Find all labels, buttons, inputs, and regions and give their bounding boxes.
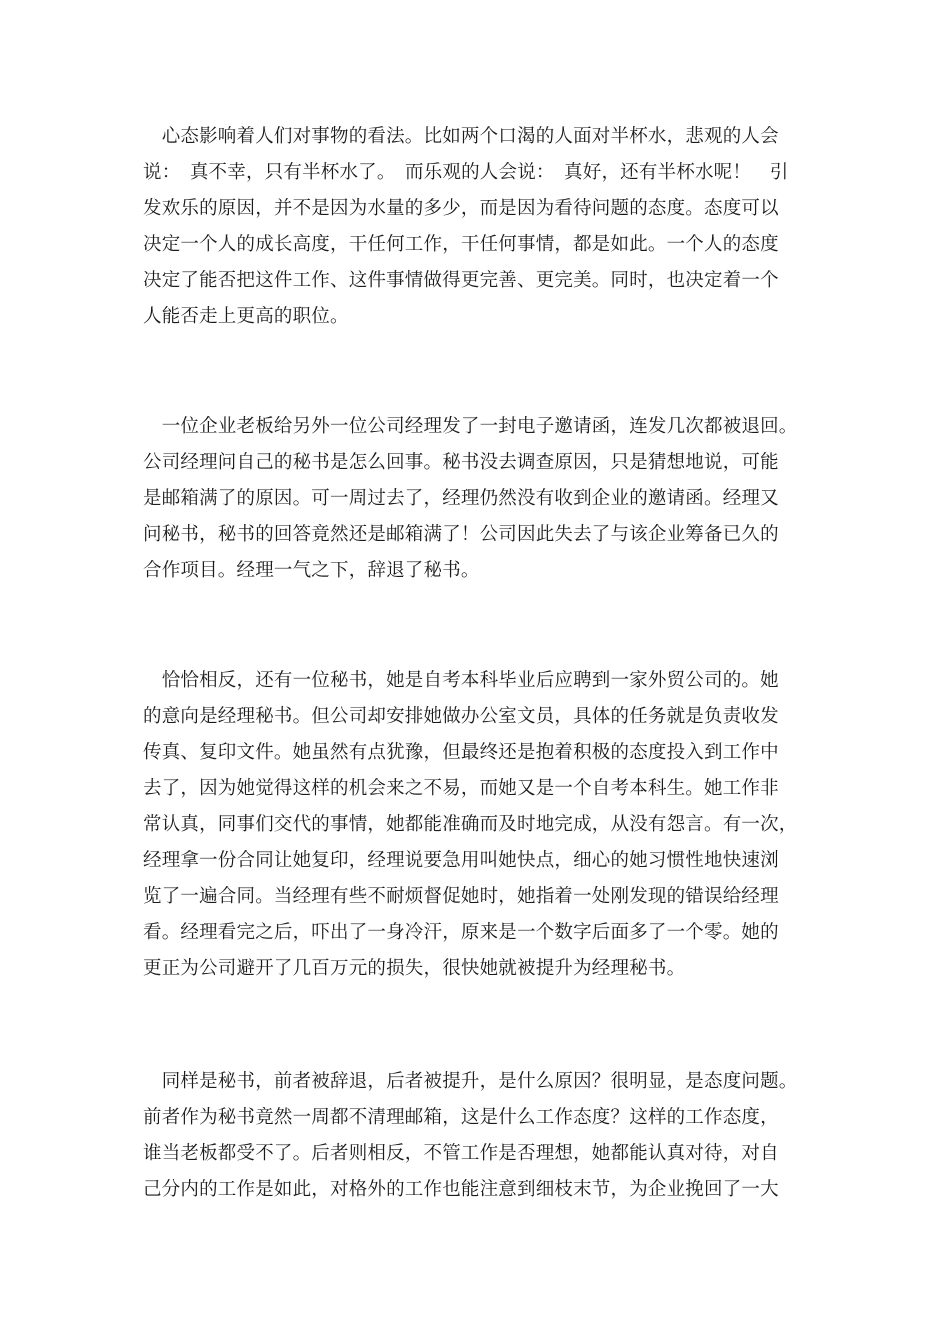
- paragraph-line: 去了，因为她觉得这样的机会来之不易，而她又是一个自考本科生。她工作非: [143, 778, 779, 799]
- paragraph-line: 合作项目。经理一气之下，辞退了秘书。: [143, 560, 480, 581]
- paragraph-attitude-intro: [143, 119, 823, 335]
- paragraph-line: 问秘书，秘书的回答竟然还是邮箱满了！公司因此失去了与该企业筹备已久的: [143, 524, 779, 545]
- paragraph-line: 的意向是经理秘书。但公司却安排她做办公室文员，具体的任务就是负责收发: [143, 706, 779, 727]
- paragraph-line: 前者作为秘书竟然一周都不清理邮箱，这是什么工作态度？这样的工作态度，: [143, 1107, 779, 1128]
- paragraph-line: 同样是秘书，前者被辞退，后者被提升，是什么原因？很明显，是态度问题。: [143, 1071, 798, 1092]
- paragraph-comparison: [143, 1064, 823, 1208]
- paragraph-line: 常认真，同事们交代的事情，她都能准确而及时地完成，从没有怨言。有一次，: [143, 814, 798, 835]
- paragraph-line: 更正为公司避开了几百万元的损失，很快她就被提升为经理秘书。: [143, 958, 686, 979]
- paragraph-line: 说： 真不幸，只有半杯水了。 而乐观的人会说： 真好，还有半杯水呢！ 引: [143, 162, 789, 183]
- paragraph-line: 览了一遍合同。当经理有些不耐烦督促她时，她指着一处刚发现的错误给经理: [143, 886, 779, 907]
- paragraph-second-secretary: [143, 663, 823, 987]
- paragraph-line: 是邮箱满了的原因。可一周过去了，经理仍然没有收到企业的邀请函。经理又: [143, 488, 779, 509]
- paragraph-line: 传真、复印文件。她虽然有点犹豫，但最终还是抱着积极的态度投入到工作中: [143, 742, 779, 763]
- paragraph-line: 谁当老板都受不了。后者则相反，不管工作是否理想，她都能认真对待，对自: [143, 1143, 779, 1164]
- paragraph-line: 经理拿一份合同让她复印，经理说要急用叫她快点，细心的她习惯性地快速浏: [143, 850, 779, 871]
- paragraph-line: 心态影响着人们对事物的看法。比如两个口渴的人面对半杯水，悲观的人会: [143, 126, 779, 147]
- paragraph-line: 一位企业老板给另外一位公司经理发了一封电子邀请函，连发几次都被退回。: [143, 416, 798, 437]
- paragraph-line: 己分内的工作是如此，对格外的工作也能注意到细枝末节，为企业挽回了一大: [143, 1179, 779, 1200]
- paragraph-line: 决定了能否把这件工作、这件事情做得更完善、更完美。同时，也决定着一个: [143, 270, 779, 291]
- paragraph-line: 决定一个人的成长高度，干任何工作，干任何事情，都是如此。一个人的态度: [143, 234, 779, 255]
- paragraph-first-secretary: [143, 409, 823, 589]
- paragraph-line: 恰恰相反，还有一位秘书，她是自考本科毕业后应聘到一家外贸公司的。她: [143, 670, 779, 691]
- paragraph-line: 公司经理问自己的秘书是怎么回事。秘书没去调查原因，只是猜想地说，可能: [143, 452, 779, 473]
- paragraph-line: 看。经理看完之后，吓出了一身冷汗，原来是一个数字后面多了一个零。她的: [143, 922, 779, 943]
- paragraph-line: 发欢乐的原因，并不是因为水量的多少，而是因为看待问题的态度。态度可以: [143, 198, 779, 219]
- paragraph-line: 人能否走上更高的职位。: [143, 306, 349, 327]
